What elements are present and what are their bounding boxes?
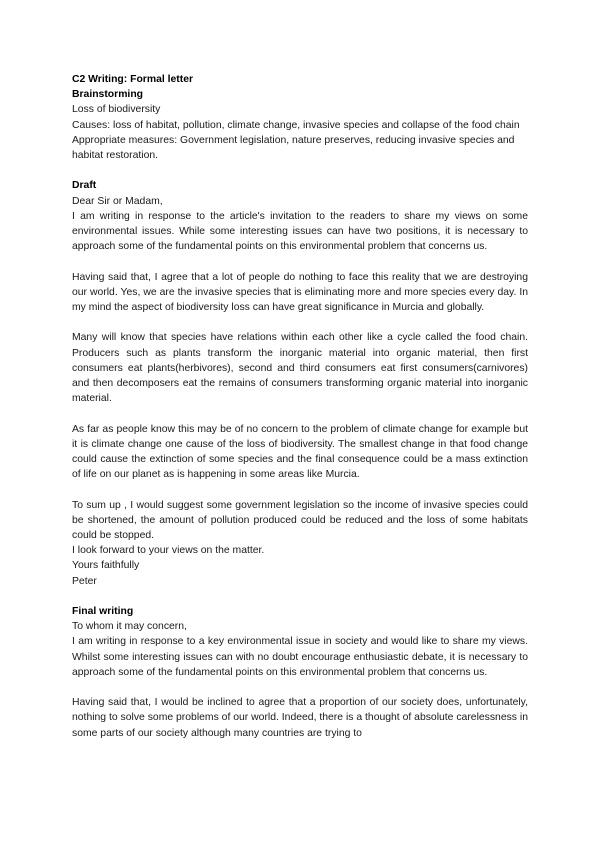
draft-salutation: Dear Sir or Madam, <box>72 195 163 207</box>
draft-signature: Peter <box>72 575 97 587</box>
brainstorming-topic: Loss of biodiversity <box>72 104 161 116</box>
draft-paragraph: To sum up , I would suggest some government legislation so the income of invasive species could be shortened, the amount of pollution produced could be reduced and the loss of some habitats could be stopped. <box>72 499 528 542</box>
spacer <box>72 315 528 330</box>
final-heading: Final writing <box>72 606 134 618</box>
draft-closing-line: I look forward to your views on the matter. <box>72 545 265 557</box>
spacer <box>72 589 528 604</box>
draft-paragraph: Many will know that species have relations within each other like a cycle called the food chain. Producers such as plants transform the inorganic material into organic material, then first consumers eat plants(herbivores), second and third consumers eat first consumers(carnivores) and then decomposers eat the remains of consumers transforming organic material into inorganic material. <box>72 332 528 405</box>
final-paragraph: I am writing in response to a key environmental issue in society and would like to share my views. Whilst some interesting issues can with no doubt encourage enthusiastic debate, it is necessary to approach some of the fundamental points on this environmental problem that concerns us. <box>72 636 528 678</box>
draft-paragraph: Having said that, I agree that a lot of people do nothing to face this reality that we are destroying our world. Yes, we are the invasive species that is eliminating more and more species every day. In my mind the aspect of biodiversity loss can have great significance in Murcia and globally. <box>72 271 528 314</box>
spacer <box>72 680 528 695</box>
final-paragraph: Having said that, I would be inclined to agree that a proportion of our society does, unfortunately, nothing to solve some problems of our world. Indeed, there is a thought of absolute carelessness in some parts of our society although many countries are trying to <box>72 697 528 739</box>
draft-paragraph: I am writing in response to the article's invitation to the readers to share my views on some environmental issues. While some interesting issues can have two positions, it is necessary to approach some of the fundamental points on this environmental problem that concerns us. <box>72 210 528 253</box>
draft-heading: Draft <box>72 180 97 192</box>
spacer <box>72 254 528 269</box>
spacer <box>72 406 528 421</box>
document-page <box>72 72 528 741</box>
spacer <box>72 482 528 497</box>
spacer <box>72 163 528 178</box>
brainstorming-causes: Causes: loss of habitat, pollution, climate change, invasive species and collapse of the food chain <box>72 119 520 131</box>
draft-paragraph: As far as people know this may be of no concern to the problem of climate change for example but it is climate change one cause of the loss of biodiversity. The smallest change in that food change could cause the extinction of some species and the final consequence could be a mass extinction of life on our planet as is happening in some areas like Murcia. <box>72 423 528 481</box>
brainstorming-measures: Appropriate measures: Government legislation, nature preserves, reducing invasive species and habitat restoration. <box>72 134 515 162</box>
brainstorming-heading: Brainstorming <box>72 89 144 101</box>
final-salutation: To whom it may concern, <box>72 621 187 633</box>
document-title: C2 Writing: Formal letter <box>72 74 194 85</box>
draft-sign-off: Yours faithfully <box>72 560 140 572</box>
